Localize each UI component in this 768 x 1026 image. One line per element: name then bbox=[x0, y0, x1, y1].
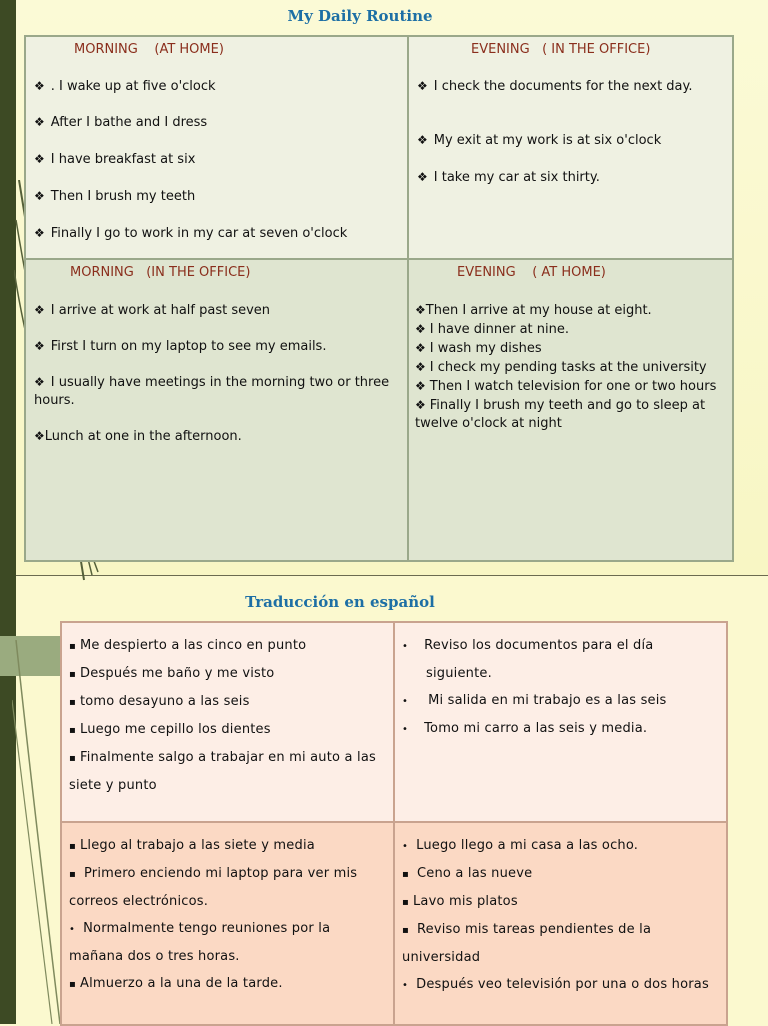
list-item: ▪ Me despierto a las cinco en punto bbox=[69, 638, 307, 653]
header-morning-home: MORNING (AT HOME) bbox=[74, 42, 224, 57]
translation-title: Traducción en español bbox=[245, 593, 435, 611]
list-item: ❖ I check the documents for the next day. bbox=[417, 79, 693, 94]
diamond-bullet-icon: ❖ bbox=[34, 429, 45, 443]
list-item: • Normalmente tengo reuniones por la mañana dos o tres horas. bbox=[69, 921, 331, 964]
list-item: • Después veo televisión por una o dos horas bbox=[402, 977, 709, 992]
list-item: ▪ Lavo mis platos bbox=[402, 894, 518, 909]
diamond-bullet-icon: ❖ bbox=[34, 303, 45, 317]
cell-es-evening-home bbox=[394, 822, 727, 1025]
cell-es-evening-office bbox=[394, 622, 727, 822]
bullet-icon: • bbox=[402, 696, 409, 707]
header-evening-office: EVENING ( IN THE OFFICE) bbox=[471, 42, 651, 57]
list-item: ❖ I have dinner at nine. bbox=[415, 322, 569, 337]
list-item: ▪ Después me baño y me visto bbox=[69, 666, 275, 681]
list-item: ▪ Finalmente salgo a trabajar en mi auto a las siete y punto bbox=[69, 750, 376, 793]
square-bullet-icon: ▪ bbox=[402, 869, 409, 880]
square-bullet-icon: ▪ bbox=[69, 869, 76, 880]
diamond-bullet-icon: ❖ bbox=[34, 226, 45, 240]
list-item: ❖ I usually have meetings in the morning two or three hours. bbox=[34, 375, 390, 408]
square-bullet-icon: ▪ bbox=[69, 641, 76, 652]
list-evening-office bbox=[417, 77, 727, 187]
diamond-bullet-icon: ❖ bbox=[415, 341, 426, 355]
diamond-bullet-icon: ❖ bbox=[415, 398, 426, 412]
list-item: ❖ First I turn on my laptop to see my emails. bbox=[34, 339, 327, 354]
cell-evening-home bbox=[408, 259, 733, 561]
list-morning-home bbox=[34, 77, 399, 243]
list-item: ▪ Almuerzo a la una de la tarde. bbox=[69, 976, 283, 991]
list-es-evening-home bbox=[402, 832, 720, 999]
diamond-bullet-icon: ❖ bbox=[34, 375, 45, 389]
list-item: ▪ tomo desayuno a las seis bbox=[69, 694, 250, 709]
english-routine-table bbox=[24, 35, 734, 562]
list-item: ❖ I wash my dishes bbox=[415, 341, 542, 356]
list-item: ❖ Finally I go to work in my car at seven o'clock bbox=[34, 226, 348, 241]
diamond-bullet-icon: ❖ bbox=[415, 379, 426, 393]
header-morning-office: MORNING (IN THE OFFICE) bbox=[70, 265, 251, 280]
square-bullet-icon: ▪ bbox=[402, 925, 409, 936]
square-bullet-icon: ▪ bbox=[69, 725, 76, 736]
diamond-bullet-icon: ❖ bbox=[415, 360, 426, 374]
list-item: ▪ Luego me cepillo los dientes bbox=[69, 722, 271, 737]
list-item: ❖ After I bathe and I dress bbox=[34, 115, 208, 130]
list-item: ❖ . I wake up at five o'clock bbox=[34, 79, 216, 94]
list-es-morning-home bbox=[69, 632, 387, 799]
list-item: ▪ Primero enciendo mi laptop para ver mis correos electrónicos. bbox=[69, 866, 358, 909]
list-morning-office bbox=[34, 301, 399, 446]
square-bullet-icon: ▪ bbox=[69, 841, 76, 852]
bullet-icon: • bbox=[69, 924, 76, 935]
diamond-bullet-icon: ❖ bbox=[417, 170, 428, 184]
list-item: ❖ My exit at my work is at six o'clock bbox=[417, 133, 662, 148]
list-item: ❖ I arrive at work at half past seven bbox=[34, 303, 271, 318]
diamond-bullet-icon: ❖ bbox=[34, 189, 45, 203]
diamond-bullet-icon: ❖ bbox=[415, 322, 426, 336]
diamond-bullet-icon: ❖ bbox=[34, 152, 45, 166]
header-evening-home: EVENING ( AT HOME) bbox=[457, 265, 606, 280]
list-es-morning-office bbox=[69, 832, 387, 998]
diamond-bullet-icon: ❖ bbox=[34, 339, 45, 353]
diamond-bullet-icon: ❖ bbox=[417, 133, 428, 147]
square-bullet-icon: ▪ bbox=[69, 669, 76, 680]
cell-es-morning-office bbox=[61, 822, 394, 1025]
bullet-icon: • bbox=[402, 724, 409, 735]
square-bullet-icon: ▪ bbox=[69, 979, 76, 990]
list-item: ▪ Llego al trabajo a las siete y media bbox=[69, 838, 315, 853]
list-item: ❖ Then I brush my teeth bbox=[34, 189, 196, 204]
cell-evening-office bbox=[408, 36, 733, 259]
cell-es-morning-home bbox=[61, 622, 394, 822]
list-item: • Tomo mi carro a las seis y media. bbox=[402, 721, 648, 736]
list-item: ▪ Reviso mis tareas pendientes de la universidad bbox=[402, 922, 652, 965]
list-item: ❖ I have breakfast at six bbox=[34, 152, 196, 167]
bullet-icon: • bbox=[402, 841, 409, 852]
list-es-evening-office bbox=[402, 632, 720, 743]
list-item: ❖ Finally I brush my teeth and go to sleep at twelve o'clock at night bbox=[415, 398, 706, 431]
spanish-translation-table bbox=[60, 621, 728, 1026]
list-item: ❖ I check my pending tasks at the university bbox=[415, 360, 707, 375]
page-title: My Daily Routine bbox=[287, 7, 433, 25]
list-item: ▪ Ceno a las nueve bbox=[402, 866, 533, 881]
list-item: ❖Lunch at one in the afternoon. bbox=[34, 429, 242, 444]
cell-morning-office bbox=[25, 259, 408, 561]
list-item: ❖ Then I watch television for one or two hours bbox=[415, 379, 717, 394]
square-bullet-icon: ▪ bbox=[402, 897, 409, 908]
diamond-bullet-icon: ❖ bbox=[417, 79, 428, 93]
square-bullet-icon: ▪ bbox=[69, 753, 76, 764]
diamond-bullet-icon: ❖ bbox=[34, 115, 45, 129]
bullet-icon: • bbox=[402, 980, 409, 991]
bullet-icon: • bbox=[402, 641, 409, 652]
diamond-bullet-icon: ❖ bbox=[415, 303, 426, 317]
square-bullet-icon: ▪ bbox=[69, 697, 76, 708]
list-evening-home bbox=[415, 301, 727, 433]
list-item: • Mi salida en mi trabajo es a las seis bbox=[402, 693, 667, 708]
cell-morning-home bbox=[25, 36, 408, 259]
list-item: • Luego llego a mi casa a las ocho. bbox=[402, 838, 639, 853]
list-item: • Reviso los documentos para el día siguiente. bbox=[402, 638, 654, 681]
list-item: ❖Then I arrive at my house at eight. bbox=[415, 303, 652, 318]
diamond-bullet-icon: ❖ bbox=[34, 79, 45, 93]
list-item: ❖ I take my car at six thirty. bbox=[417, 170, 600, 185]
